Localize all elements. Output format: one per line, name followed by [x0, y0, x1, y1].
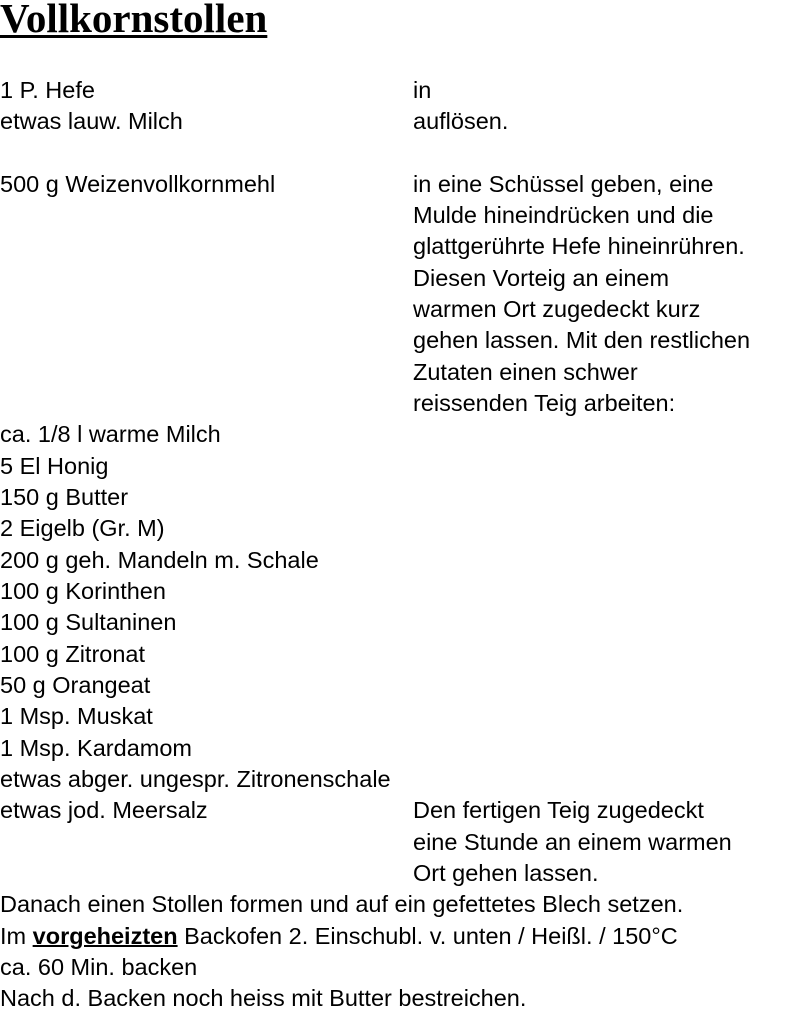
instruction-line: Diesen Vorteig an einem [413, 265, 670, 291]
ingredient-line: 2 Eigelb (Gr. M) [0, 515, 165, 541]
closing-line: Nach d. Backen noch heiss mit Butter bestreichen. [0, 985, 527, 1011]
closing-suffix: Backofen 2. Einschubl. v. unten / Heißl. / 150°C [177, 923, 678, 949]
ingredient-line: 1 Msp. Kardamom [0, 735, 192, 761]
instruction-line: in [413, 77, 432, 103]
instruction-line: warmen Ort zugedeckt kurz [413, 296, 701, 322]
instruction-line: Den fertigen Teig zugedeckt [413, 797, 704, 823]
ingredient-line: 5 El Honig [0, 453, 109, 479]
ingredient-line: 100 g Sultaninen [0, 609, 177, 635]
ingredient-line: etwas lauw. Milch [0, 108, 183, 134]
ingredient-line: etwas abger. ungespr. Zitronenschale [0, 766, 391, 792]
emphasis-preheated: vorgeheizten [32, 923, 178, 949]
instruction-line: eine Stunde an einem warmen [413, 829, 732, 855]
instruction-line: gehen lassen. Mit den restlichen [413, 327, 751, 353]
ingredient-line: 200 g geh. Mandeln m. Schale [0, 547, 319, 573]
ingredient-line: 500 g Weizenvollkornmehl [0, 171, 276, 197]
ingredient-line: 150 g Butter [0, 484, 129, 510]
instruction-line: Ort gehen lassen. [413, 860, 599, 886]
recipe-title: Vollkornstollen [0, 0, 268, 41]
instruction-line: reissenden Teig arbeiten: [413, 390, 676, 416]
instruction-line: in eine Schüssel geben, eine [413, 171, 714, 197]
ingredient-line: 1 P. Hefe [0, 77, 95, 103]
instruction-line: auflösen. [413, 108, 509, 134]
closing-line-oven [0, 921, 678, 952]
closing-line: Danach einen Stollen formen und auf ein gefettetes Blech setzen. [0, 891, 684, 917]
ingredient-line: ca. 1/8 l warme Milch [0, 421, 221, 447]
ingredient-line: 50 g Orangeat [0, 672, 151, 698]
instruction-line: Zutaten einen schwer [413, 359, 638, 385]
ingredient-line: 100 g Korinthen [0, 578, 166, 604]
closing-prefix: Im [0, 923, 33, 949]
ingredient-line: 1 Msp. Muskat [0, 703, 153, 729]
instruction-line: Mulde hineindrücken und die [413, 202, 714, 228]
closing-line: ca. 60 Min. backen [0, 954, 198, 980]
instruction-line: glattgerührte Hefe hineinrühren. [413, 233, 745, 259]
ingredient-line: 100 g Zitronat [0, 641, 146, 667]
ingredient-line: etwas jod. Meersalz [0, 797, 208, 823]
